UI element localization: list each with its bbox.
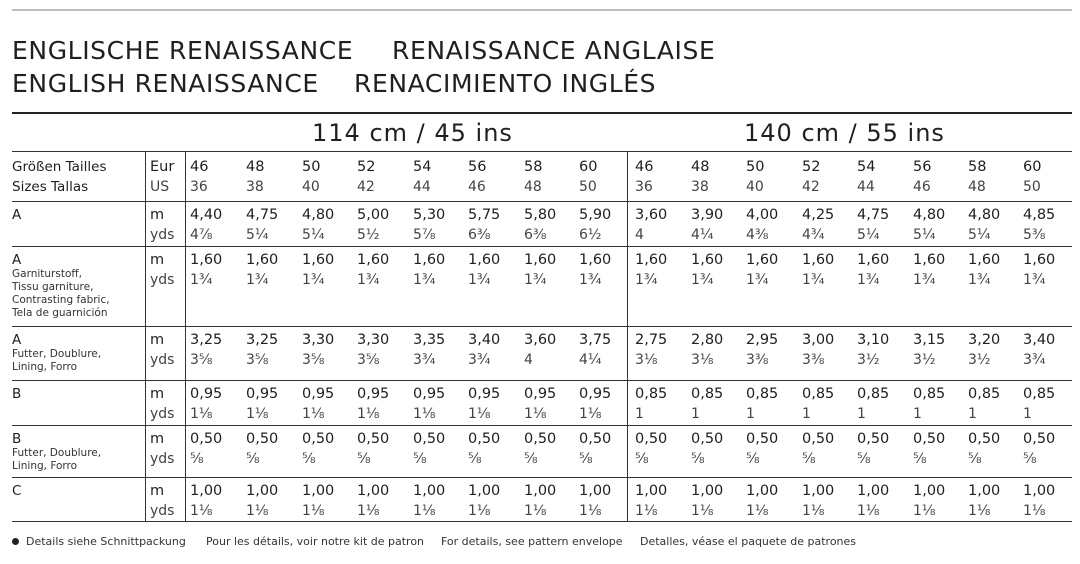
yards-value: 3⅛ xyxy=(691,352,714,368)
fabric-width-140: 140 cm / 55 ins xyxy=(744,119,945,147)
yards-value: 5½ xyxy=(357,227,380,243)
yards-value: 3⅝ xyxy=(246,352,269,368)
meters-value: 5,80 xyxy=(524,207,557,223)
yards-value: 4¼ xyxy=(579,352,602,368)
yards-value: 1⅛ xyxy=(802,503,825,519)
us-size: 38 xyxy=(691,179,709,195)
meters-value: 0,85 xyxy=(913,386,946,402)
meters-value: 0,85 xyxy=(857,386,890,402)
meters-value: 0,85 xyxy=(746,386,779,402)
yards-value: 1⅛ xyxy=(246,503,269,519)
meters-value: 1,00 xyxy=(746,483,779,499)
meters-value: 1,60 xyxy=(635,252,668,268)
yards-value: 3⅝ xyxy=(190,352,213,368)
yards-value: 5⅞ xyxy=(413,227,436,243)
yards-value: 4⅜ xyxy=(746,227,769,243)
view-description: Lining, Forro xyxy=(12,460,78,472)
us-size: 40 xyxy=(302,179,320,195)
meters-value: 1,60 xyxy=(190,252,223,268)
yards-value: 1 xyxy=(691,406,700,422)
eur-size: 48 xyxy=(246,159,265,175)
eur-size: 50 xyxy=(746,159,765,175)
meters-value: 0,95 xyxy=(190,386,223,402)
unit-m-label: m xyxy=(150,252,165,268)
view-description: Lining, Forro xyxy=(12,361,78,373)
meters-value: 4,40 xyxy=(190,207,223,223)
top-rule xyxy=(12,9,1072,11)
yards-value: 5⅜ xyxy=(1023,227,1046,243)
yards-value: 1⅛ xyxy=(746,503,769,519)
meters-value: 0,50 xyxy=(746,431,779,447)
meters-value: 4,80 xyxy=(913,207,946,223)
meters-value: 1,60 xyxy=(579,252,612,268)
yards-value: 1 xyxy=(857,406,866,422)
yards-value: 1⅛ xyxy=(468,406,491,422)
fabric-width-114: 114 cm / 45 ins xyxy=(312,119,513,147)
view-description: Tela de guarnición xyxy=(12,307,108,319)
yards-value: ⅝ xyxy=(802,451,816,467)
yards-value: 4⅞ xyxy=(190,227,213,243)
unit-m-label: m xyxy=(150,386,165,402)
eur-size: 46 xyxy=(635,159,654,175)
meters-value: 1,00 xyxy=(524,483,557,499)
yards-value: 1¾ xyxy=(691,272,714,288)
meters-value: 1,00 xyxy=(579,483,612,499)
yards-value: 1 xyxy=(968,406,977,422)
yards-value: 1¾ xyxy=(857,272,880,288)
eur-size: 56 xyxy=(468,159,487,175)
eur-size: 52 xyxy=(357,159,376,175)
meters-value: 1,00 xyxy=(246,483,279,499)
meters-value: 4,00 xyxy=(746,207,779,223)
us-size: 48 xyxy=(968,179,986,195)
view-description: Futter, Doublure, xyxy=(12,348,102,360)
yards-value: ⅝ xyxy=(524,451,538,467)
us-size: 44 xyxy=(413,179,431,195)
yards-value: 1⅛ xyxy=(357,503,380,519)
yards-value: 3⅝ xyxy=(302,352,325,368)
meters-value: 3,35 xyxy=(413,332,446,348)
yards-value: 5¼ xyxy=(968,227,991,243)
title-line-2 xyxy=(12,69,656,98)
meters-value: 4,25 xyxy=(802,207,835,223)
meters-value: 1,00 xyxy=(302,483,335,499)
meters-value: 0,85 xyxy=(635,386,668,402)
row-rule xyxy=(12,326,1072,327)
us-size: 48 xyxy=(524,179,542,195)
meters-value: 0,95 xyxy=(413,386,446,402)
yards-value: 1 xyxy=(746,406,755,422)
meters-value: 1,60 xyxy=(468,252,501,268)
yards-value: 3⅝ xyxy=(357,352,380,368)
eur-size: 50 xyxy=(302,159,321,175)
meters-value: 1,00 xyxy=(413,483,446,499)
yards-value: 3¾ xyxy=(468,352,491,368)
meters-value: 0,50 xyxy=(524,431,557,447)
meters-value: 0,50 xyxy=(913,431,946,447)
yards-value: 1¾ xyxy=(468,272,491,288)
meters-value: 1,60 xyxy=(746,252,779,268)
view-label: C xyxy=(12,483,22,499)
meters-value: 0,85 xyxy=(1023,386,1056,402)
meters-value: 1,00 xyxy=(913,483,946,499)
us-size: 36 xyxy=(190,179,208,195)
us-label: US xyxy=(150,179,170,195)
yards-value: 1⅛ xyxy=(413,406,436,422)
meters-value: 0,50 xyxy=(246,431,279,447)
meters-value: 3,00 xyxy=(802,332,835,348)
yards-value: 4¾ xyxy=(802,227,825,243)
meters-value: 5,75 xyxy=(468,207,501,223)
meters-value: 3,15 xyxy=(913,332,946,348)
meters-value: 0,50 xyxy=(635,431,668,447)
eur-size: 56 xyxy=(913,159,932,175)
meters-value: 4,75 xyxy=(246,207,279,223)
meters-value: 3,30 xyxy=(302,332,335,348)
unit-yds-label: yds xyxy=(150,272,175,288)
footer-spanish: Detalles, véase el paquete de patrones xyxy=(640,535,857,548)
yards-value: 1⅛ xyxy=(413,503,436,519)
yards-value: 4¼ xyxy=(691,227,714,243)
title-line-1 xyxy=(12,36,715,65)
unit-m-label: m xyxy=(150,431,165,447)
meters-value: 5,30 xyxy=(413,207,446,223)
yards-value: 1⅛ xyxy=(913,503,936,519)
view-description: Tissu garniture, xyxy=(12,281,94,293)
footer-english: For details, see pattern envelope xyxy=(441,535,623,548)
meters-value: 1,60 xyxy=(246,252,279,268)
yards-value: 1¾ xyxy=(913,272,936,288)
view-label: B xyxy=(12,431,22,447)
header-rule xyxy=(12,151,1072,152)
yards-value: ⅝ xyxy=(413,451,427,467)
yards-value: 3¾ xyxy=(1023,352,1046,368)
us-size: 42 xyxy=(802,179,820,195)
row-rule xyxy=(12,201,1072,202)
meters-value: 0,50 xyxy=(691,431,724,447)
meters-value: 2,95 xyxy=(746,332,779,348)
yards-value: 1⅛ xyxy=(1023,503,1046,519)
title-english: ENGLISH RENAISSANCE xyxy=(12,69,319,98)
meters-value: 0,50 xyxy=(802,431,835,447)
meters-value: 4,80 xyxy=(302,207,335,223)
meters-value: 0,95 xyxy=(524,386,557,402)
meters-value: 1,60 xyxy=(913,252,946,268)
yards-value: ⅝ xyxy=(913,451,927,467)
us-size: 46 xyxy=(468,179,486,195)
meters-value: 2,75 xyxy=(635,332,668,348)
view-label: B xyxy=(12,386,22,402)
yards-value: 1¾ xyxy=(357,272,380,288)
yards-value: 1⅛ xyxy=(635,503,658,519)
yards-value: 4 xyxy=(635,227,644,243)
footer-german: Details siehe Schnittpackung xyxy=(26,535,186,548)
yards-value: ⅝ xyxy=(357,451,371,467)
eur-size: 54 xyxy=(413,159,432,175)
meters-value: 4,75 xyxy=(857,207,890,223)
meters-value: 1,00 xyxy=(190,483,223,499)
footer-french: Pour les détails, voir notre kit de patron xyxy=(206,535,425,548)
fabric-width-divider xyxy=(627,152,628,521)
meters-value: 4,85 xyxy=(1023,207,1056,223)
yards-value: 3⅛ xyxy=(635,352,658,368)
yards-value: 3½ xyxy=(913,352,936,368)
meters-value: 0,85 xyxy=(691,386,724,402)
yards-value: 1¾ xyxy=(746,272,769,288)
yards-value: ⅝ xyxy=(302,451,316,467)
eur-size: 58 xyxy=(524,159,543,175)
yards-value: 5¼ xyxy=(302,227,325,243)
yards-value: 5¼ xyxy=(913,227,936,243)
meters-value: 3,75 xyxy=(579,332,612,348)
meters-value: 1,60 xyxy=(524,252,557,268)
table-bottom-rule xyxy=(12,521,1072,522)
eur-size: 52 xyxy=(802,159,821,175)
eur-size: 60 xyxy=(579,159,598,175)
yards-value: ⅝ xyxy=(579,451,593,467)
yards-value: 1¾ xyxy=(1023,272,1046,288)
meters-value: 3,60 xyxy=(524,332,557,348)
meters-value: 3,30 xyxy=(357,332,390,348)
meters-value: 1,60 xyxy=(691,252,724,268)
eur-size: 46 xyxy=(190,159,209,175)
yards-value: 1⅛ xyxy=(357,406,380,422)
yards-value: 1⅛ xyxy=(524,503,547,519)
yards-value: 1⅛ xyxy=(468,503,491,519)
eur-size: 54 xyxy=(857,159,876,175)
yards-value: 1⅛ xyxy=(857,503,880,519)
size-label-line-2: Sizes Tallas xyxy=(12,179,89,195)
yards-value: 1¾ xyxy=(246,272,269,288)
meters-value: 1,60 xyxy=(413,252,446,268)
yards-value: 1⅛ xyxy=(246,406,269,422)
yards-value: 1⅛ xyxy=(524,406,547,422)
bullet-icon xyxy=(12,538,19,545)
unit-yds-label: yds xyxy=(150,451,175,467)
meters-value: 2,80 xyxy=(691,332,724,348)
us-size: 42 xyxy=(357,179,375,195)
title-french: RENAISSANCE ANGLAISE xyxy=(392,36,716,65)
meters-value: 0,95 xyxy=(302,386,335,402)
meters-value: 0,50 xyxy=(968,431,1001,447)
yards-value: 3½ xyxy=(857,352,880,368)
meters-value: 1,60 xyxy=(1023,252,1056,268)
yards-value: 3½ xyxy=(968,352,991,368)
meters-value: 1,60 xyxy=(302,252,335,268)
meters-value: 1,60 xyxy=(857,252,890,268)
yards-value: 4 xyxy=(524,352,533,368)
yards-value: ⅝ xyxy=(468,451,482,467)
meters-value: 1,00 xyxy=(691,483,724,499)
meters-value: 1,00 xyxy=(635,483,668,499)
meters-value: 3,25 xyxy=(246,332,279,348)
unit-m-label: m xyxy=(150,332,165,348)
row-rule xyxy=(12,380,1072,381)
yards-value: ⅝ xyxy=(1023,451,1037,467)
view-label: A xyxy=(12,332,22,348)
yards-value: 1⅛ xyxy=(579,406,602,422)
meters-value: 1,00 xyxy=(357,483,390,499)
yards-value: 1⅛ xyxy=(190,406,213,422)
yards-value: 1¾ xyxy=(579,272,602,288)
yards-value: 1¾ xyxy=(635,272,658,288)
meters-value: 5,00 xyxy=(357,207,390,223)
meters-value: 4,80 xyxy=(968,207,1001,223)
category-column-rule xyxy=(145,152,146,521)
yards-value: 6⅜ xyxy=(468,227,491,243)
meters-value: 1,60 xyxy=(968,252,1001,268)
yards-value: 1¾ xyxy=(802,272,825,288)
yards-value: ⅝ xyxy=(635,451,649,467)
meters-value: 0,85 xyxy=(802,386,835,402)
table-top-rule xyxy=(12,112,1072,114)
meters-value: 0,50 xyxy=(413,431,446,447)
unit-yds-label: yds xyxy=(150,503,175,519)
us-size: 40 xyxy=(746,179,764,195)
yards-value: 3¾ xyxy=(413,352,436,368)
yards-value: ⅝ xyxy=(691,451,705,467)
unit-m-label: m xyxy=(150,483,165,499)
meters-value: 1,60 xyxy=(802,252,835,268)
yards-value: 1 xyxy=(635,406,644,422)
yards-value: 1¾ xyxy=(413,272,436,288)
view-label: A xyxy=(12,207,22,223)
view-description: Futter, Doublure, xyxy=(12,447,102,459)
us-size: 46 xyxy=(913,179,931,195)
meters-value: 1,00 xyxy=(857,483,890,499)
meters-value: 3,20 xyxy=(968,332,1001,348)
yards-value: 1⅛ xyxy=(579,503,602,519)
yards-value: 5¼ xyxy=(246,227,269,243)
meters-value: 0,50 xyxy=(190,431,223,447)
title-german: ENGLISCHE RENAISSANCE xyxy=(12,36,354,65)
yards-value: 3⅜ xyxy=(746,352,769,368)
meters-value: 3,25 xyxy=(190,332,223,348)
meters-value: 1,00 xyxy=(1023,483,1056,499)
meters-value: 3,90 xyxy=(691,207,724,223)
yards-value: ⅝ xyxy=(857,451,871,467)
unit-m-label: m xyxy=(150,207,165,223)
eur-size: 48 xyxy=(691,159,710,175)
yards-value: 1 xyxy=(1023,406,1032,422)
meters-value: 1,00 xyxy=(468,483,501,499)
eur-size: 58 xyxy=(968,159,987,175)
meters-value: 0,50 xyxy=(1023,431,1056,447)
meters-value: 0,95 xyxy=(579,386,612,402)
yards-value: 3⅜ xyxy=(802,352,825,368)
eur-label: Eur xyxy=(150,159,175,175)
us-size: 36 xyxy=(635,179,653,195)
meters-value: 1,00 xyxy=(802,483,835,499)
yards-value: ⅝ xyxy=(968,451,982,467)
view-description: Contrasting fabric, xyxy=(12,294,110,306)
row-rule xyxy=(12,425,1072,426)
row-rule xyxy=(12,477,1072,478)
unit-column-rule xyxy=(185,152,186,521)
yards-value: 1⅛ xyxy=(302,406,325,422)
yards-value: 1⅛ xyxy=(302,503,325,519)
view-label: A xyxy=(12,252,22,268)
meters-value: 0,50 xyxy=(857,431,890,447)
us-size: 38 xyxy=(246,179,264,195)
yards-value: 1¾ xyxy=(190,272,213,288)
meters-value: 0,95 xyxy=(357,386,390,402)
yards-value: 1¾ xyxy=(524,272,547,288)
unit-yds-label: yds xyxy=(150,406,175,422)
meters-value: 5,90 xyxy=(579,207,612,223)
meters-value: 0,95 xyxy=(246,386,279,402)
view-description: Garniturstoff, xyxy=(12,268,82,280)
yards-value: ⅝ xyxy=(190,451,204,467)
title-spanish: RENACIMIENTO INGLÉS xyxy=(354,69,657,98)
us-size: 44 xyxy=(857,179,875,195)
yards-value: 5¼ xyxy=(857,227,880,243)
meters-value: 0,50 xyxy=(579,431,612,447)
yards-value: 1⅛ xyxy=(968,503,991,519)
us-size: 50 xyxy=(1023,179,1041,195)
yards-value: 1 xyxy=(802,406,811,422)
yards-value: 6½ xyxy=(579,227,602,243)
meters-value: 0,50 xyxy=(468,431,501,447)
yards-value: 1⅛ xyxy=(691,503,714,519)
eur-size: 60 xyxy=(1023,159,1042,175)
meters-value: 3,10 xyxy=(857,332,890,348)
yards-value: 6⅜ xyxy=(524,227,547,243)
yards-value: ⅝ xyxy=(746,451,760,467)
meters-value: 0,50 xyxy=(302,431,335,447)
unit-yds-label: yds xyxy=(150,227,175,243)
meters-value: 3,40 xyxy=(1023,332,1056,348)
meters-value: 0,95 xyxy=(468,386,501,402)
unit-yds-label: yds xyxy=(150,352,175,368)
yards-value: ⅝ xyxy=(246,451,260,467)
meters-value: 3,60 xyxy=(635,207,668,223)
meters-value: 1,60 xyxy=(357,252,390,268)
meters-value: 3,40 xyxy=(468,332,501,348)
meters-value: 0,50 xyxy=(357,431,390,447)
size-label-line-1: Größen Tailles xyxy=(12,159,107,175)
yards-value: 1 xyxy=(913,406,922,422)
us-size: 50 xyxy=(579,179,597,195)
meters-value: 1,00 xyxy=(968,483,1001,499)
row-rule xyxy=(12,246,1072,247)
yards-value: 1¾ xyxy=(968,272,991,288)
meters-value: 0,85 xyxy=(968,386,1001,402)
yards-value: 1¾ xyxy=(302,272,325,288)
yards-value: 1⅛ xyxy=(190,503,213,519)
